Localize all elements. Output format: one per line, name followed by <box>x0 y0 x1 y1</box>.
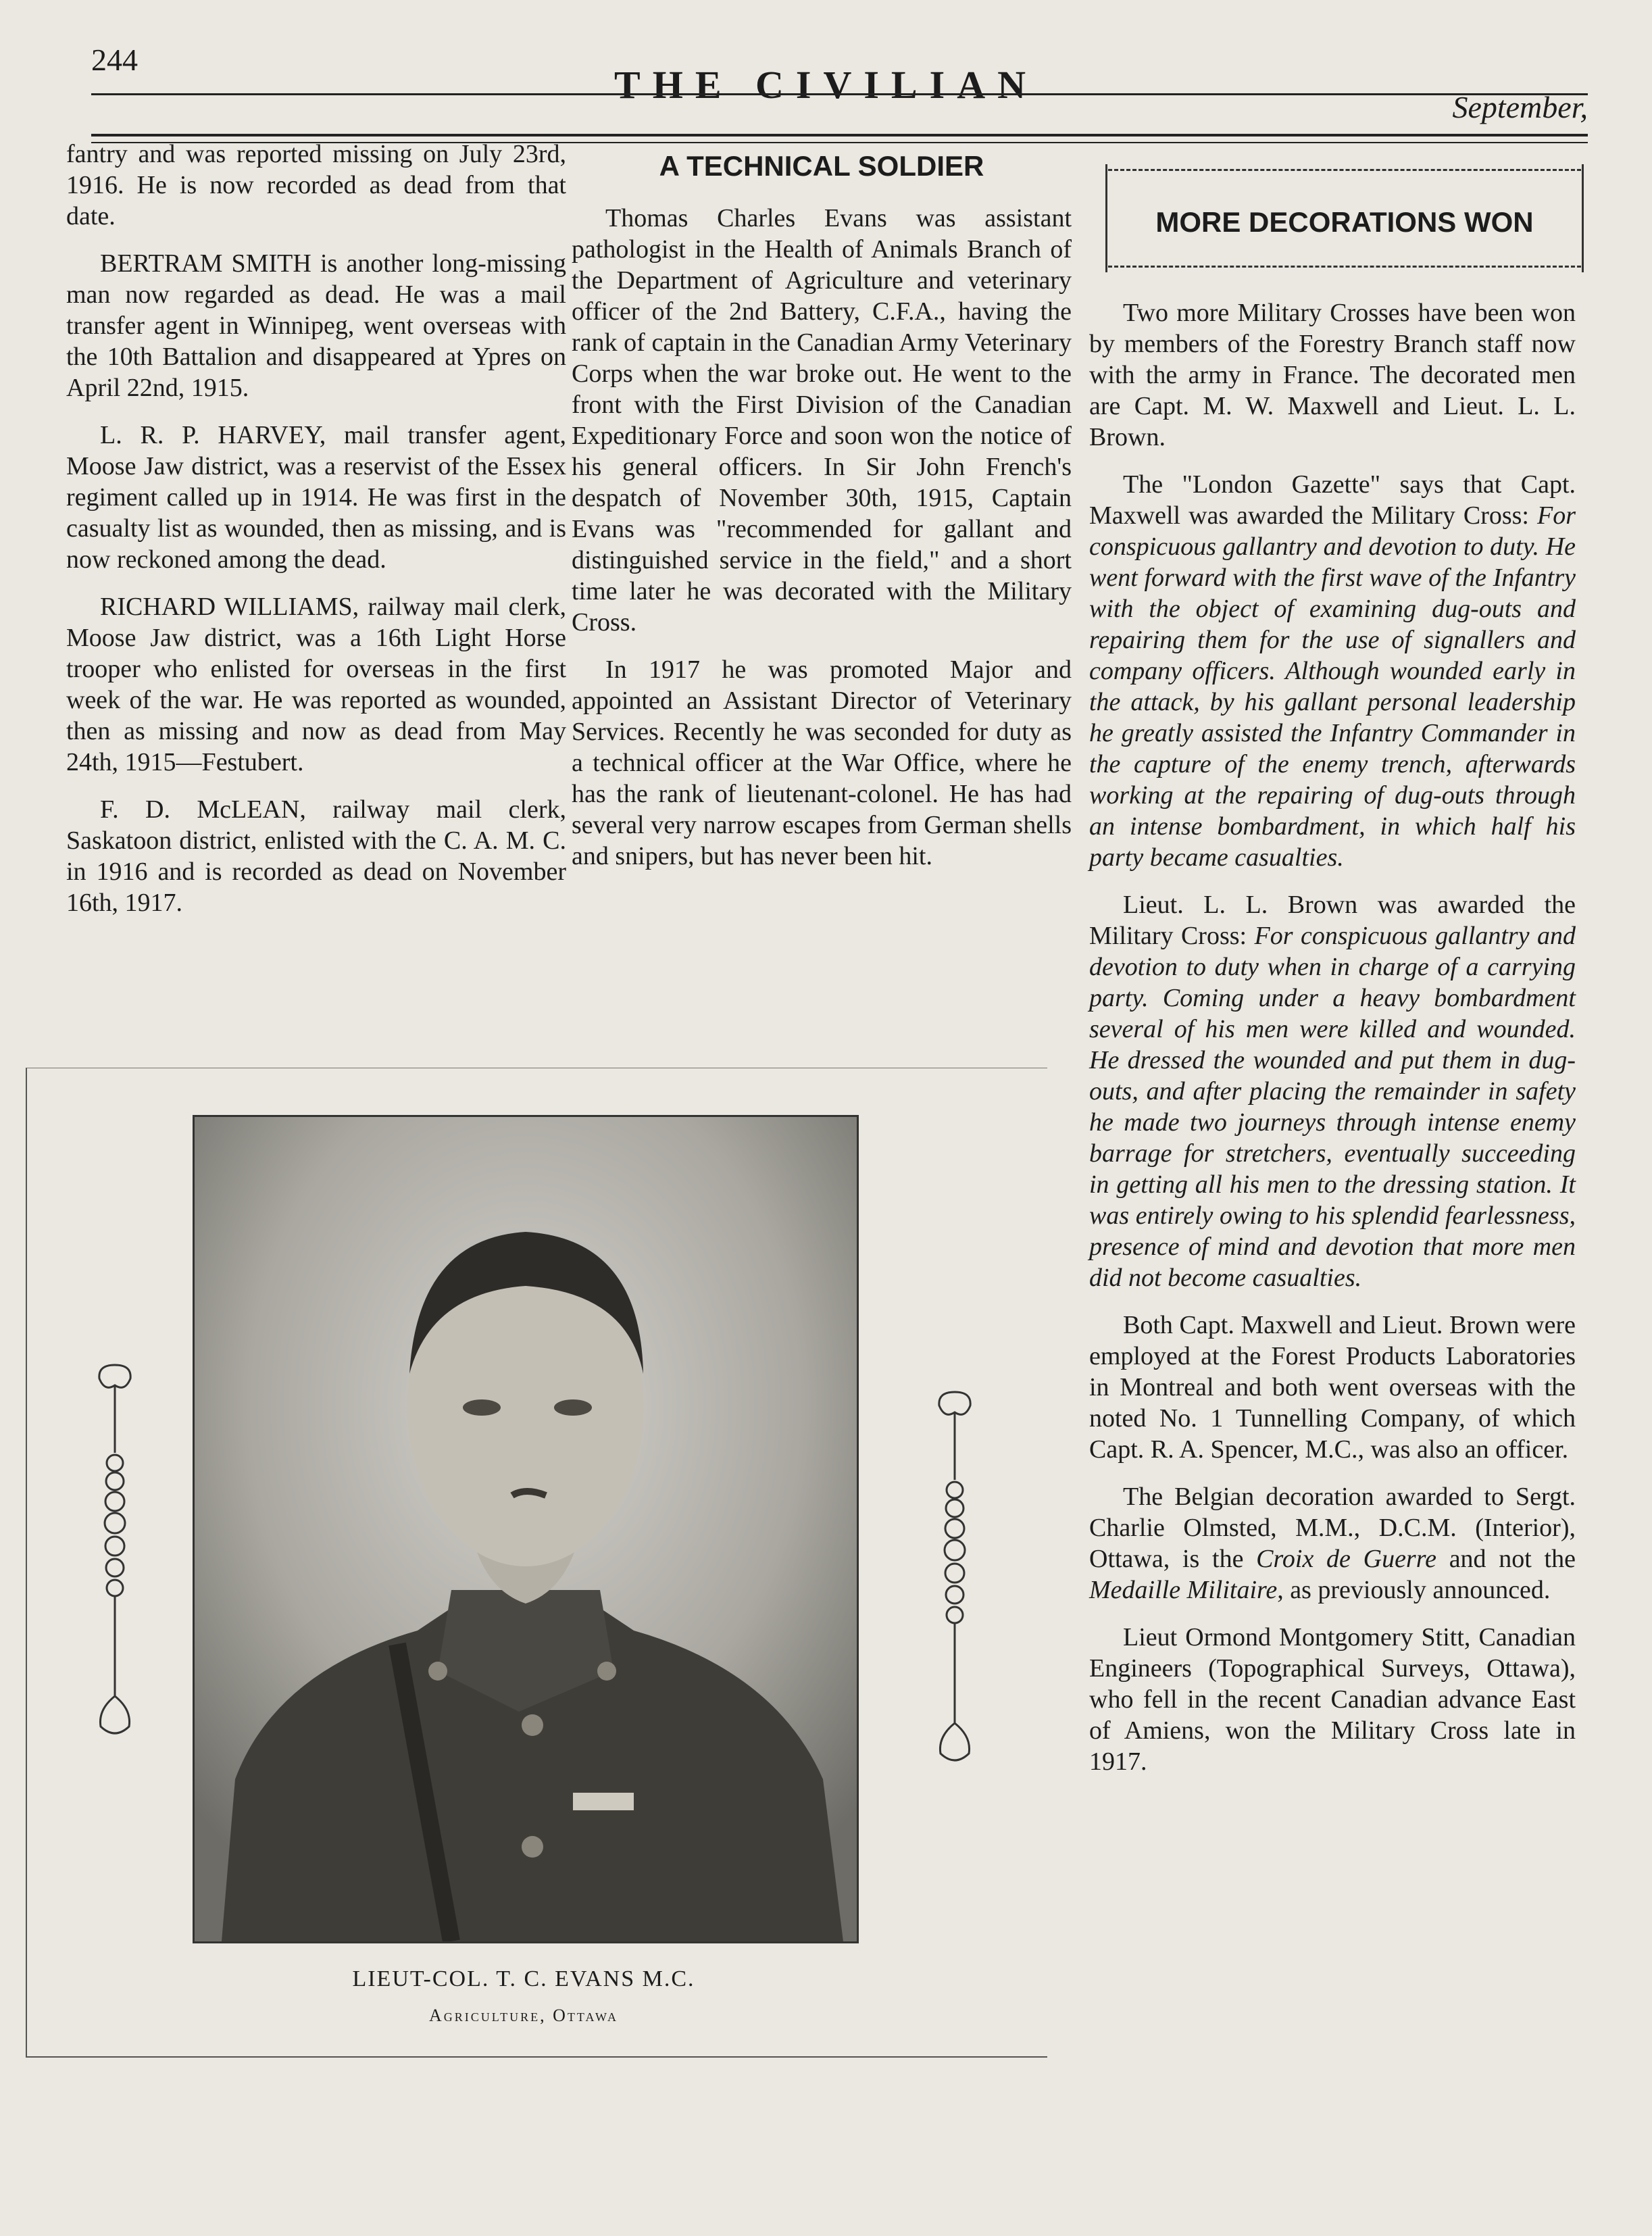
paragraph: Thomas Charles Evans was assistant pathologist in the Health of Animals Branch of the Department of Agriculture and veterinary officer of the 2nd Battery, C.F.A., having the rank of captain in the Canadian Army Veterinary Corps when the war broke out. He went to the front with the First Division of the Canadian Expeditionary Force and soon won the notice of his general officers. In Sir John French's despatch of November 30th, 1915, Captain Evans was "recommended for gallant and distinguished service in the field," and a short time later he was decorated with the Military Cross. <box>572 204 1072 637</box>
paragraph: BERTRAM SMITH is another long-missing man now regarded as dead. He was a mail transfer agent in Winnipeg, went overseas with the 10th Battalion and disappeared at Ypres on April 22nd, 1915. <box>66 249 566 402</box>
page-number: 244 <box>91 43 138 77</box>
paragraph: L. R. P. HARVEY, mail transfer agent, Moose Jaw district, was a reservist of the Essex regiment called up in 1914. He was first in the casualty list as wounded, then as missing, and is now reckoned among the dead. <box>66 421 566 574</box>
column-left <box>66 139 566 935</box>
portrait-photo <box>193 1115 859 1943</box>
paragraph: RICHARD WILLIAMS, railway mail clerk, Moose Jaw district, was a 16th Light Horse trooper who enlisted for overseas in the first week of the war. He was reported as wounded, then as missing and now as dead from May 24th, 1915—Festubert. <box>66 593 566 776</box>
text-span: The Belgian decoration awarded to Sergt. Charlie Olmsted, M.M., D.C.M. (Interior), Ottawa, is the <box>1089 1483 1576 1573</box>
citation-text: For conspicuous gallantry and devotion to duty. He went forward with the first wave of the Infantry with the object of examining dug-outs and repairing them for the use of signallers and company officers. Although wounded early in the attack, by his gallant personal leadership he greatly assisted the Infantry Commander in the capture of the enemy trench, afterwards working at the repairing of dug-outs through an intense bombardment, in which half his party became casualties. <box>1089 501 1576 872</box>
paragraph: F. D. McLEAN, railway mail clerk, Saskatoon district, enlisted with the C. A. M. C. in 1916 and is recorded as dead on November 16th, 1917. <box>66 795 566 917</box>
text-span: and not the <box>1436 1545 1576 1573</box>
italic-text: Medaille Militaire <box>1089 1576 1278 1604</box>
italic-text: Croix de Guerre <box>1256 1545 1436 1573</box>
header-rule <box>91 134 1588 136</box>
paragraph <box>1089 469 1576 873</box>
paragraph <box>1089 889 1576 1293</box>
article-heading: MORE DECORATIONS WON <box>1155 206 1534 238</box>
text-span: , as previously announced. <box>1277 1576 1551 1604</box>
issue-month: September, <box>1452 90 1588 124</box>
column-right <box>1089 297 1576 1793</box>
column-middle <box>572 203 1072 888</box>
paragraph <box>1089 1481 1576 1606</box>
photo-subcaption: Agriculture, Ottawa <box>429 2006 618 2025</box>
ornament-icon <box>91 1358 139 1750</box>
photo-caption: LIEUT-COL. T. C. EVANS M.C. <box>352 1966 695 1991</box>
text-span: Lieut. L. L. Brown was awarded the Military Cross: <box>1089 891 1576 950</box>
paragraph: In 1917 he was promoted Major and appointed an Assistant Director of Veterinary Services. Recently he was seconded for duty as a technical officer at the War Office, where he has the rank of lieutenant-colonel. He has had several very narrow escapes from German shells and snipers, but has never been hit. <box>572 655 1072 870</box>
text-span: The "London Gazette" says that Capt. Maxwell was awarded the Military Cross: <box>1089 470 1576 530</box>
paragraph: Lieut Ormond Montgomery Stitt, Canadian Engineers (Topographical Surveys, Ottawa), who fell in the recent Canadian advance East of Amiens, won the Military Cross late in 1917. <box>1089 1623 1576 1776</box>
header-rule <box>91 93 1588 95</box>
paragraph: Two more Military Crosses have been won by members of the Forestry Branch staff now with the army in France. The decorated men are Capt. M. W. Maxwell and Lieut. L. L. Brown. <box>1089 299 1576 451</box>
paragraph: fantry and was reported missing on July 23rd, 1916. He is now recorded as dead from that date. <box>66 140 566 230</box>
paragraph: Both Capt. Maxwell and Lieut. Brown were employed at the Forest Products Laboratories in Montreal and both went overseas with the noted No. 1 Tunnelling Company, of which Capt. R. A. Spencer, M.C., was also an officer. <box>1089 1311 1576 1464</box>
ornament-icon <box>931 1385 978 1777</box>
citation-text: For conspicuous gallantry and devotion to duty when in charge of a carrying party. Coming under a heavy bombardment several of his men were killed and wounded. He dressed the wounded and put them in dug-outs, and after placing the remainder in safety he made two journeys through intense enemy barrage for stretchers, eventually succeeding in getting all his men to the dressing station. It was entirely owing to his splendid fearlessness, presence of mind and devotion that more men did not become casualties. <box>1089 922 1576 1292</box>
boxed-heading <box>1108 169 1581 268</box>
masthead-title: THE CIVILIAN <box>614 63 1038 107</box>
article-heading: A TECHNICAL SOLDIER <box>659 150 984 182</box>
